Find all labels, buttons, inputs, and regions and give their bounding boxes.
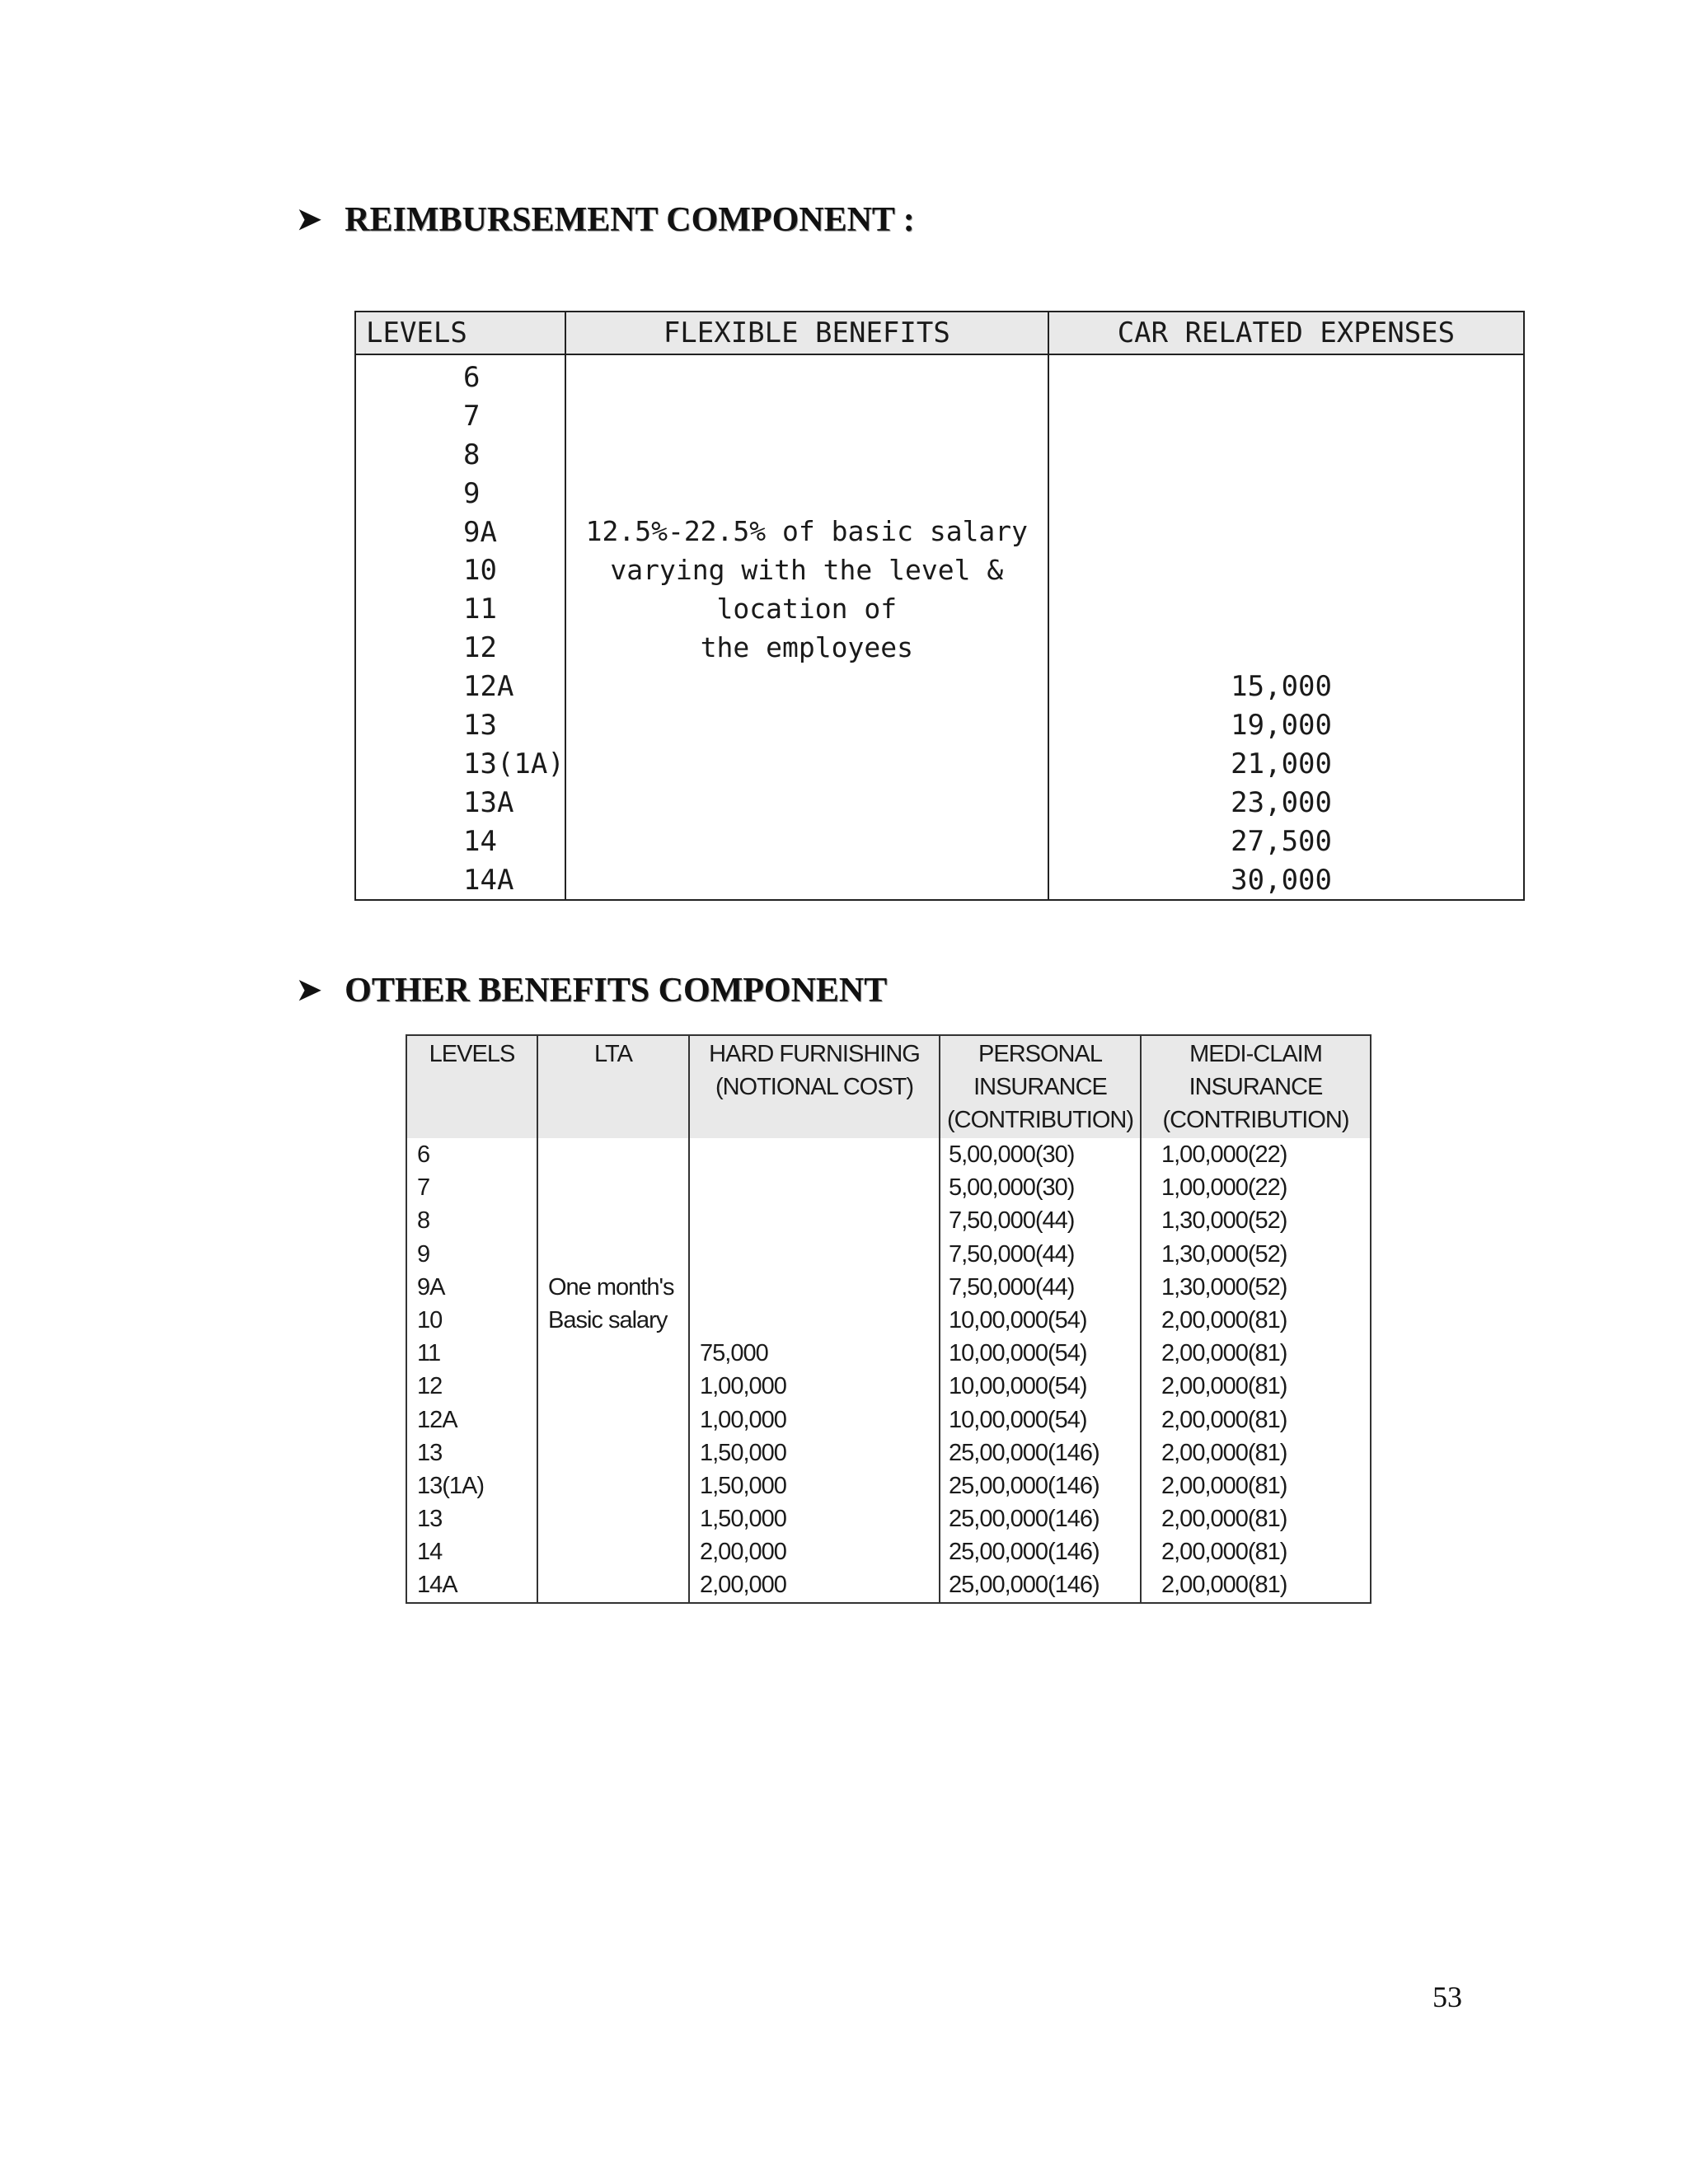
t2-personal-insurance-cell: 25,00,000(146) xyxy=(949,1472,1100,1499)
t2-hard-furnishing-cell xyxy=(690,1271,939,1304)
t1-flexible-benefits-cell xyxy=(565,354,1048,900)
t1-car-expense-cell xyxy=(1049,629,1523,668)
t2-personal-insurance-cell: 25,00,000(146) xyxy=(949,1506,1100,1533)
page-number: 53 xyxy=(1432,1980,1462,2013)
t1-car-expense-cell: 21,000 xyxy=(1231,747,1332,780)
t2-hard-furnishing-cell: 2,00,000 xyxy=(700,1572,786,1599)
arrow-bullet-icon: ➤ xyxy=(297,203,322,236)
t2-mediclaim-cell: 1,00,000(22) xyxy=(1161,1141,1287,1168)
t2-personal-insurance-cell: 7,50,000(44) xyxy=(949,1207,1075,1235)
t2-level-cell: 7 xyxy=(417,1174,430,1202)
t2-mediclaim-cell: 2,00,000(81) xyxy=(1161,1340,1287,1367)
t2-lta-line: Basic salary xyxy=(548,1306,668,1333)
t2-hard-furnishing-cell: 1,50,000 xyxy=(700,1472,786,1499)
t1-level-cell: 13 xyxy=(463,709,497,743)
t2-header-personal-insurance xyxy=(940,1035,1141,1138)
t2-header-line: MEDI-CLAIM xyxy=(1189,1041,1322,1067)
t2-level-cell: 13 xyxy=(417,1506,443,1533)
t2-header-line: INSURANCE xyxy=(1189,1074,1323,1100)
t2-personal-insurance-cell: 10,00,000(54) xyxy=(949,1373,1087,1400)
t2-level-cell: 14 xyxy=(417,1539,443,1566)
t2-mediclaim-cell: 2,00,000(81) xyxy=(1161,1306,1287,1333)
t2-header-hard-furnishing xyxy=(689,1035,940,1138)
t2-mediclaim-cell: 2,00,000(81) xyxy=(1161,1506,1287,1533)
t2-mediclaim-cell: 2,00,000(81) xyxy=(1161,1572,1287,1599)
t2-hard-furnishing-column xyxy=(689,1138,940,1603)
t2-level-cell: 9 xyxy=(417,1240,430,1268)
t1-car-expense-cell xyxy=(1049,475,1523,513)
t2-level-cell: 13(1A) xyxy=(417,1472,485,1499)
t1-level-cell: 8 xyxy=(463,438,481,471)
t1-flexible-benefits-line: varying with the level & location of xyxy=(610,554,1004,625)
t2-level-cell: 8 xyxy=(417,1207,430,1235)
t2-hard-furnishing-cell xyxy=(690,1138,939,1171)
t1-flexible-benefits-line: the employees xyxy=(700,631,913,663)
t2-hard-furnishing-cell xyxy=(690,1204,939,1237)
t1-level-cell: 7 xyxy=(463,399,481,433)
t2-mediclaim-cell: 1,30,000(52) xyxy=(1161,1273,1287,1301)
t2-personal-insurance-cell: 7,50,000(44) xyxy=(949,1240,1075,1268)
t1-car-expense-cell xyxy=(1049,436,1523,475)
t1-car-expense-cell xyxy=(1049,359,1523,397)
t1-car-expense-cell xyxy=(1049,397,1523,436)
t2-personal-insurance-cell: 10,00,000(54) xyxy=(949,1306,1087,1333)
t2-header-line: LTA xyxy=(594,1041,632,1067)
t2-mediclaim-cell: 1,00,000(22) xyxy=(1161,1174,1287,1202)
t2-header-line: LEVELS xyxy=(429,1041,515,1067)
t2-lta-column xyxy=(537,1138,689,1603)
t2-header-line: PERSONAL xyxy=(978,1041,1102,1067)
t1-car-expense-cell xyxy=(1049,551,1523,590)
t2-header-lta xyxy=(537,1035,689,1138)
t2-hard-furnishing-cell: 1,50,000 xyxy=(700,1506,786,1533)
reimbursement-heading xyxy=(297,200,915,240)
t2-level-cell: 13 xyxy=(417,1439,443,1466)
t2-personal-insurance-cell: 25,00,000(146) xyxy=(949,1539,1100,1566)
t2-hard-furnishing-cell xyxy=(690,1171,939,1204)
t1-level-cell: 10 xyxy=(463,554,497,588)
t2-hard-furnishing-cell: 2,00,000 xyxy=(700,1539,786,1566)
t2-lta-line: One month's xyxy=(548,1273,674,1301)
arrow-bullet-icon: ➤ xyxy=(297,973,322,1006)
t1-flexible-benefits-line: 12.5%-22.5% of basic salary xyxy=(585,515,1029,547)
t2-personal-insurance-cell: 7,50,000(44) xyxy=(949,1273,1075,1301)
t2-header-line: (NOTIONAL COST) xyxy=(715,1074,914,1100)
t2-mediclaim-cell: 1,30,000(52) xyxy=(1161,1207,1287,1235)
t2-mediclaim-column xyxy=(1141,1138,1371,1603)
t1-level-cell: 13(1A) xyxy=(463,747,565,780)
t2-level-cell: 10 xyxy=(417,1306,443,1333)
t2-hard-furnishing-cell xyxy=(690,1304,939,1337)
t2-hard-furnishing-cell xyxy=(690,1238,939,1271)
t2-header-levels xyxy=(406,1035,537,1138)
t2-personal-insurance-cell: 5,00,000(30) xyxy=(949,1174,1075,1202)
t1-level-cell: 14A xyxy=(463,863,514,897)
t1-header-car-expenses: CAR RELATED EXPENSES xyxy=(1048,312,1524,354)
t2-levels-column xyxy=(406,1138,537,1603)
t2-personal-insurance-cell: 25,00,000(146) xyxy=(949,1439,1100,1466)
t2-level-cell: 6 xyxy=(417,1141,430,1168)
t2-header-mediclaim xyxy=(1141,1035,1371,1138)
t2-level-cell: 12 xyxy=(417,1373,443,1400)
t2-level-cell: 11 xyxy=(417,1340,441,1367)
t2-hard-furnishing-cell: 1,50,000 xyxy=(700,1439,786,1466)
t1-level-cell: 9 xyxy=(463,476,481,510)
t1-car-expenses-column xyxy=(1048,354,1524,900)
t1-level-cell: 9A xyxy=(463,515,497,549)
t2-header-line: INSURANCE xyxy=(973,1074,1107,1100)
other-benefits-heading-text: OTHER BENEFITS COMPONENT xyxy=(345,972,888,1010)
t2-personal-insurance-cell: 25,00,000(146) xyxy=(949,1572,1100,1599)
t1-level-cell: 13A xyxy=(463,785,514,819)
t2-hard-furnishing-cell: 1,00,000 xyxy=(700,1406,786,1433)
t2-header-line: HARD FURNISHING xyxy=(709,1041,920,1067)
t2-mediclaim-cell: 2,00,000(81) xyxy=(1161,1406,1287,1433)
t2-level-cell: 12A xyxy=(417,1406,457,1433)
t2-level-cell: 14A xyxy=(417,1572,457,1599)
t2-personal-insurance-cell: 5,00,000(30) xyxy=(949,1141,1075,1168)
t1-car-expense-cell xyxy=(1049,513,1523,552)
t2-level-cell: 9A xyxy=(417,1273,445,1301)
t1-level-cell: 12A xyxy=(463,670,514,704)
t1-car-expense-cell xyxy=(1049,590,1523,629)
t2-personal-insurance-cell: 10,00,000(54) xyxy=(949,1406,1087,1433)
t2-personal-insurance-cell: 10,00,000(54) xyxy=(949,1340,1087,1367)
t2-header-line: (CONTRIBUTION) xyxy=(946,1107,1134,1133)
t1-level-cell: 12 xyxy=(463,631,497,665)
t2-mediclaim-cell: 2,00,000(81) xyxy=(1161,1472,1287,1499)
t2-mediclaim-cell: 2,00,000(81) xyxy=(1161,1539,1287,1566)
other-benefits-heading xyxy=(297,971,887,1010)
reimbursement-table xyxy=(354,311,1525,901)
t1-car-expense-cell: 30,000 xyxy=(1231,863,1332,897)
t1-car-expense-cell: 19,000 xyxy=(1231,709,1332,743)
t2-mediclaim-cell: 2,00,000(81) xyxy=(1161,1439,1287,1466)
other-benefits-table xyxy=(406,1034,1372,1604)
t2-hard-furnishing-cell: 1,00,000 xyxy=(700,1373,786,1400)
reimbursement-heading-text: REIMBURSEMENT COMPONENT : xyxy=(345,201,915,239)
t1-header-levels: LEVELS xyxy=(355,312,565,354)
t1-car-expense-cell: 23,000 xyxy=(1231,785,1332,819)
t1-car-expense-cell: 15,000 xyxy=(1231,670,1332,704)
t2-mediclaim-cell: 2,00,000(81) xyxy=(1161,1373,1287,1400)
t2-header-line: (CONTRIBUTION) xyxy=(1162,1107,1349,1133)
t2-hard-furnishing-cell: 75,000 xyxy=(700,1340,768,1367)
t1-level-cell: 6 xyxy=(463,361,481,394)
t2-mediclaim-cell: 1,30,000(52) xyxy=(1161,1240,1287,1268)
t2-personal-insurance-column xyxy=(940,1138,1141,1603)
t1-level-cell: 11 xyxy=(463,593,497,626)
t1-level-cell: 14 xyxy=(463,824,497,858)
t1-header-flexible-benefits: FLEXIBLE BENEFITS xyxy=(565,312,1048,354)
t1-car-expense-cell: 27,500 xyxy=(1231,824,1332,858)
t1-levels-column xyxy=(355,354,565,900)
